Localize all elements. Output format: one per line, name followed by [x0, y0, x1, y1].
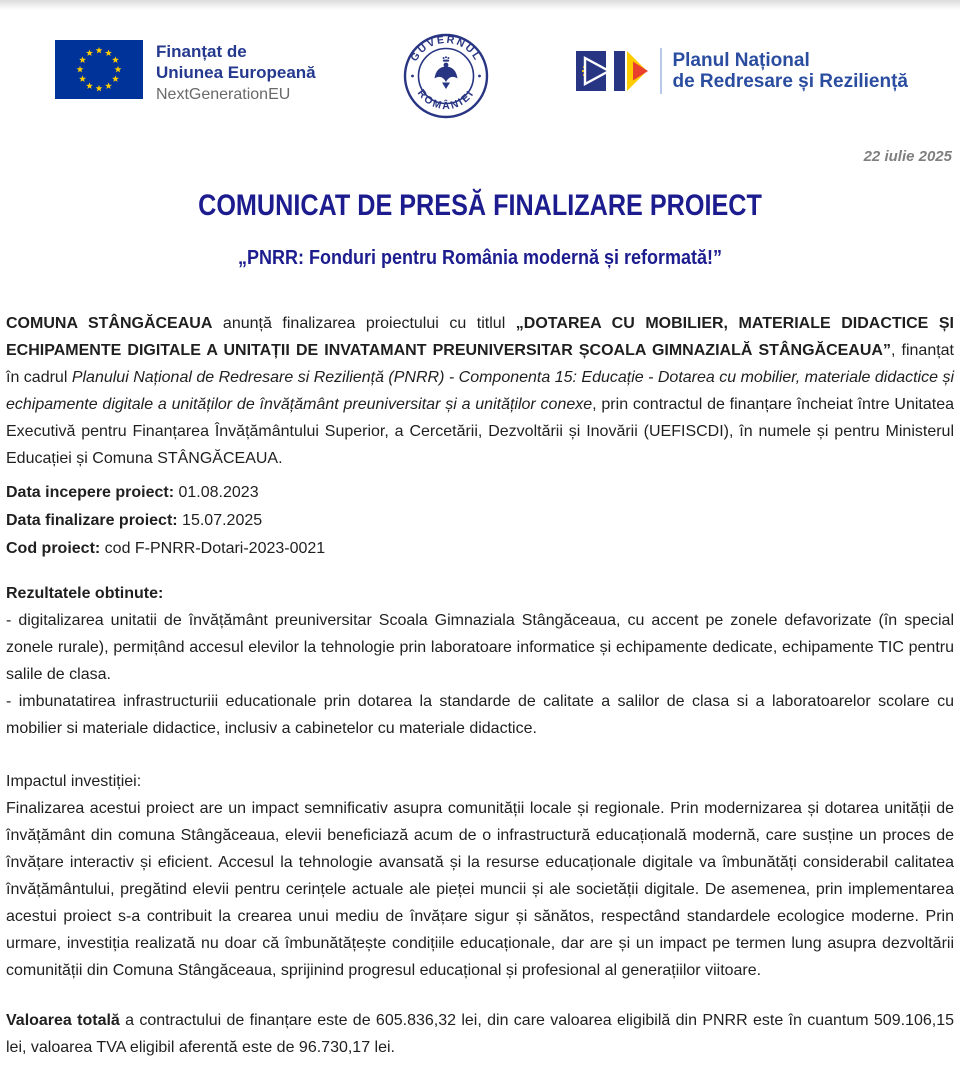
intro-text-1: anunță finalizarea proiectului cu titlul [212, 315, 516, 332]
project-code-row [6, 535, 954, 563]
result-item-2: - imbunatatirea infrastructuriii educationale prin dotarea la standarde de calitate a salilor de clasa si a laboratoarelor scolare cu mobilier si materiale didactice, inclusiv a cabinetelor cu materiale didactice. [6, 693, 954, 737]
beneficiary-name: COMUNA STÂNGĂCEAUA [6, 315, 213, 332]
pnrr-logo-text [672, 50, 908, 93]
pnrr-arrows-icon [576, 42, 652, 100]
end-date-label: Data finalizare proiect: [6, 512, 178, 529]
logo-header [0, 10, 960, 122]
government-romania-seal-icon [402, 30, 490, 122]
pnrr-logo-line1: Planul Național [672, 49, 810, 71]
total-value-label: Valoarea totală [6, 1012, 120, 1029]
eu-funded-line1: Finanțat de [156, 42, 247, 61]
next-generation-eu-label: NextGenerationEU [156, 86, 291, 103]
total-value-paragraph [6, 1007, 954, 1061]
pnrr-logo [576, 42, 908, 100]
pnrr-logo-separator [660, 48, 662, 94]
eu-funded-line2: Uniunea Europeană [156, 63, 316, 82]
start-date-value: 01.08.2023 [174, 484, 259, 501]
project-title: „DOTAREA CU MOBILIER, MATERIALE DIDACTICE ȘI ECHIPAMENTE DIGITALE A UNITAȚII DE INVATAMANT PREUNIVERSITAR ȘCOALA GIMNAZIALĂ STÂNGĂCEAUA” [6, 315, 954, 359]
project-code-label: Cod proiect: [6, 540, 101, 557]
document-body [0, 310, 960, 1079]
svg-text:GUVERNUL: GUVERNUL [408, 33, 484, 64]
results-heading: Rezultatele obtinute: [6, 585, 164, 602]
program-component: Planului Național de Redresare si Reziliență (PNRR) - Componenta 15: Educație - Dotarea cu mobilier, materiale didactice și echipamente digitale a unităților de învățământ preuniversitar și a unităților conexe [6, 369, 955, 413]
eu-flag-icon [55, 40, 143, 99]
impact-paragraph: Finalizarea acestui proiect are un impact semnificativ asupra comunității locale și regionale. Prin modernizarea și dotarea unității de învățământ din comuna Stângăceaua, elevii beneficiază acum de o infrastructură educațională modernă, care susține un proces de învățare interactiv și eficient. Accesul la tehnologie avansată și la resurse educaționale digitale va îmbunătăți considerabil calitatea învățământului, pregătind elevii pentru cerințele actuale ale pieței muncii și ale societății digitale. De asemenea, prin implementarea acestui proiect s-a contribuit la crearea unui mediu de învățare sigur și sănătos, respectând standardele ecologice moderne. Prin urmare, investiția realizată nu doar că îmbunătățește condițiile educaționale, dar are și un impact pe termen lung asupra dezvoltării comunității din Comuna Stângăceaua, sprijinind progresul educațional și profesional al generațiilor viitoare. [6, 800, 954, 979]
page-subtitle: „PNRR: Fonduri pentru România modernă și reformată!” [237, 247, 723, 269]
page-top-shadow [0, 0, 960, 10]
svg-text:ROMÂNIEI: ROMÂNIEI [414, 87, 478, 113]
pnrr-logo-line2: de Redresare și Reziliență [672, 71, 908, 92]
end-date-value: 15.07.2025 [177, 512, 263, 529]
start-date-row [6, 479, 954, 507]
page-title: COMUNICAT DE PRESĂ FINALIZARE PROIECT [198, 189, 762, 222]
document-date: 22 iulie 2025 [863, 148, 952, 165]
result-item-1: - digitalizarea unitatii de învățământ preuniversitar Scoala Gimnaziala Stângăceaua, cu accent pe zonele defavorizate (în special zonele rurale), permițând accesul elevilor la tehnologie prin laboratoare informatice și echipamente dedicate, echipamente TIC pentru salile de clasa. [6, 612, 954, 683]
eu-funded-logo [55, 40, 316, 107]
end-date-row [6, 507, 954, 535]
start-date-label: Data incepere proiect: [6, 484, 175, 501]
project-code-value: cod F-PNRR-Dotari-2023-0021 [100, 540, 326, 557]
total-value-text: a contractului de finanțare este de 605.836,32 lei, din care valoarea eligibilă din PNRR este în cuantum 509.106,15 lei, valoarea TVA eligibil aferentă este de 96.730,17 lei. [6, 1012, 954, 1056]
impact-section [6, 768, 954, 984]
intro-paragraph [6, 310, 954, 472]
intro-text-2: , finanțat în cadrul [6, 342, 954, 386]
intro-text-3: , prin contractul de finanțare încheiat între Unitatea Executivă pentru Finanțarea Învățământului Superior, a Cercetării, Dezvoltării și Inovării (UEFISCDI), în numele și pentru Ministerul Educației și Comuna STÂNGĂCEAUA. [6, 396, 954, 467]
impact-heading: Impactul investiției: [6, 773, 142, 790]
eu-funded-text [156, 40, 316, 107]
